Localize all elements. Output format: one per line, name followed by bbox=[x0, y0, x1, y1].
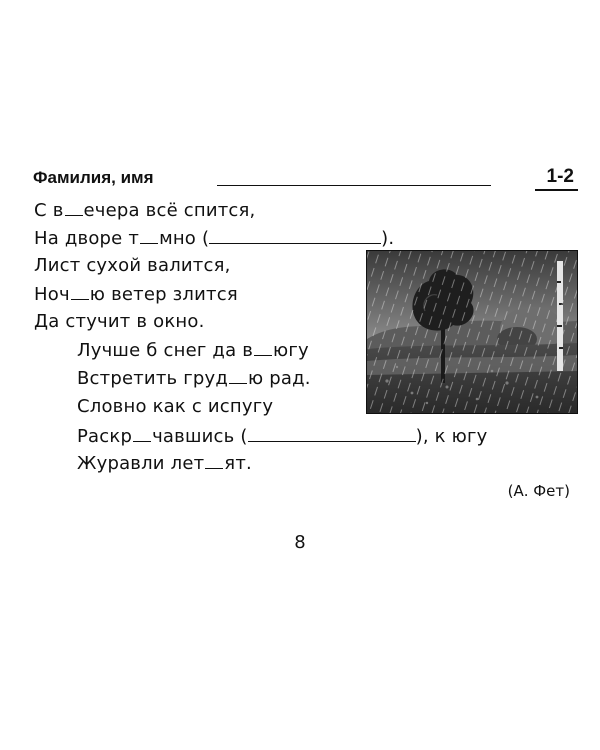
answer-blank[interactable] bbox=[248, 425, 416, 442]
rain bbox=[367, 251, 577, 413]
poem-line-8: Словно как с испугу bbox=[77, 396, 274, 417]
poem-line-5: Да стучит в окно. bbox=[34, 311, 205, 332]
poem-line-7: Встретить груд ю рад. bbox=[77, 368, 311, 389]
letter-gap[interactable] bbox=[254, 341, 272, 356]
letter-gap[interactable] bbox=[133, 427, 151, 442]
poem-line-6: Лучше б снег да в югу bbox=[77, 340, 309, 361]
name-label: Фамилия, имя bbox=[33, 168, 154, 187]
letter-gap[interactable] bbox=[140, 229, 158, 244]
letter-gap[interactable] bbox=[65, 201, 83, 216]
letter-gap[interactable] bbox=[229, 369, 247, 384]
letter-gap[interactable] bbox=[205, 454, 223, 469]
page-number: 8 bbox=[294, 532, 306, 553]
poem-author: (А. Фет) bbox=[507, 482, 570, 500]
letter-gap[interactable] bbox=[71, 285, 89, 300]
worksheet-header bbox=[33, 166, 578, 192]
poem-line-9: Раскр чавшись ( ), к югу bbox=[77, 426, 488, 447]
poem-line-4: Ноч ю ветер злится bbox=[34, 284, 238, 305]
poem-line-10: Журавли лет ят. bbox=[77, 453, 252, 474]
illustration-svg bbox=[367, 251, 577, 413]
name-field-line[interactable] bbox=[217, 185, 491, 186]
worksheet-number: 1-2 bbox=[535, 166, 578, 191]
poem-line-3: Лист сухой валится, bbox=[34, 255, 231, 276]
rainy-autumn-landscape-icon bbox=[366, 250, 578, 414]
answer-blank[interactable] bbox=[209, 227, 381, 244]
poem-line-2: На дворе т мно ( ). bbox=[34, 228, 395, 249]
poem-line-1: С в ечера всё спится, bbox=[34, 200, 256, 221]
